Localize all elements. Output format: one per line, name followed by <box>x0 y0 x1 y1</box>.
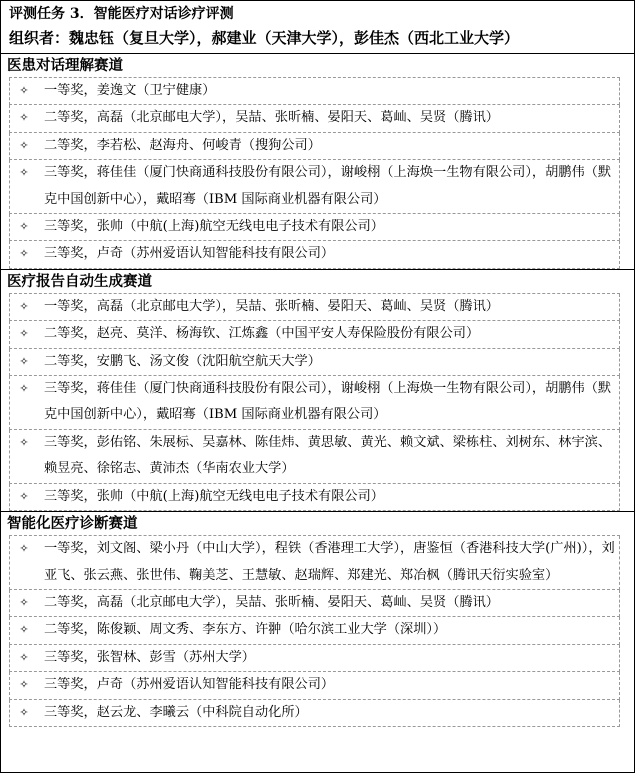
award-section <box>1 53 634 269</box>
award-text: 二等奖，安鹏飞、汤文俊（沈阳航空航天大学） <box>44 353 321 369</box>
award-list <box>9 535 620 727</box>
task-title: 评测任务 3．智能医疗对话诊疗评测 <box>9 6 234 22</box>
diamond-bullet-icon: ✧ <box>19 595 29 609</box>
award-item <box>9 241 620 268</box>
diamond-bullet-icon: ✧ <box>19 382 29 396</box>
award-item <box>9 294 620 321</box>
award-text: 一等奖，高磊（北京邮电大学），吴喆、张昕楠、晏阳天、葛屾、吴贤（腾讯） <box>44 298 499 314</box>
award-item <box>9 700 620 727</box>
diamond-bullet-icon: ✧ <box>19 84 29 97</box>
award-item <box>9 214 620 241</box>
award-sections <box>1 53 634 727</box>
award-text: 三等奖，卢奇（苏州爱语认知智能科技有限公司） <box>44 677 335 693</box>
award-section <box>1 511 634 727</box>
diamond-bullet-icon: ✧ <box>19 247 29 261</box>
award-text: 一等奖，姜逸文（卫宁健康） <box>44 83 216 98</box>
diamond-bullet-icon: ✧ <box>19 435 29 449</box>
award-item <box>9 617 620 644</box>
award-text: 三等奖，张帅（中航(上海)航空无线电电子技术有限公司） <box>44 488 384 504</box>
diamond-bullet-icon: ✧ <box>19 489 29 503</box>
diamond-bullet-icon: ✧ <box>19 650 29 664</box>
diamond-bullet-icon: ✧ <box>19 705 29 719</box>
award-text: 二等奖，高磊（北京邮电大学），吴喆、张昕楠、晏阳天、葛屾、吴贤（腾讯） <box>44 594 499 610</box>
diamond-bullet-icon: ✧ <box>19 299 29 313</box>
award-text: 一等奖，刘文阁、梁小丹（中山大学），程铁（香港理工大学），唐鉴恒（香港科技大学(广州)），刘亚飞、张云燕、张世伟、鞠美芝、王慧敏、赵瑞辉、郑建光、郑冶枫（腾讯天衍实验室） <box>44 541 615 583</box>
award-text: 二等奖，赵亮、莫洋、杨海钦、江炼鑫（中国平安人寿保险股份有限公司） <box>44 326 480 342</box>
diamond-bullet-icon: ✧ <box>19 623 29 637</box>
award-text: 三等奖，蒋佳佳（厦门快商通科技股份有限公司），谢峻栩（上海焕一生物有限公司），胡鹏伟（默克中国创新中心），戴昭骞（IBM 国际商业机器有限公司） <box>44 381 612 423</box>
award-list <box>9 77 620 269</box>
diamond-bullet-icon: ✧ <box>19 327 29 341</box>
award-item <box>9 105 620 132</box>
award-item <box>9 376 620 430</box>
section-title: 医患对话理解赛道 <box>7 57 123 74</box>
diamond-bullet-icon: ✧ <box>19 138 29 152</box>
award-text: 二等奖，李若松、赵海舟、何峻青（搜狗公司） <box>44 137 321 153</box>
diamond-bullet-icon: ✧ <box>19 542 29 556</box>
award-item <box>9 78 620 105</box>
award-text: 二等奖，陈俊颖、周文秀、李东方、许翀（哈尔滨工业大学（深圳）） <box>44 622 447 638</box>
award-text: 三等奖，蒋佳佳（厦门快商通科技股份有限公司），谢峻栩（上海焕一生物有限公司），胡鹏伟（默克中国创新中心），戴昭骞（IBM 国际商业机器有限公司） <box>44 165 612 207</box>
organizers-line: 组织者：魏忠钰（复旦大学），郝建业（天津大学），彭佳杰（西北工业大学） <box>9 29 520 47</box>
award-item <box>9 645 620 672</box>
award-item <box>9 133 620 160</box>
award-item <box>9 590 620 617</box>
award-list <box>9 293 620 511</box>
award-text: 二等奖，高磊（北京邮电大学），吴喆、张昕楠、晏阳天、葛屾、吴贤（腾讯） <box>44 110 499 126</box>
section-title: 智能化医疗诊断赛道 <box>7 515 138 533</box>
diamond-bullet-icon: ✧ <box>19 111 29 125</box>
award-text: 三等奖，张帅（中航(上海)航空无线电电子技术有限公司） <box>44 219 384 235</box>
diamond-bullet-icon: ✧ <box>19 166 29 180</box>
section-title: 医疗报告自动生成赛道 <box>7 272 152 290</box>
diamond-bullet-icon: ✧ <box>19 220 29 234</box>
award-section <box>1 269 634 511</box>
award-text: 三等奖，赵云龙、李曦云（中科院自动化所） <box>44 704 308 720</box>
diamond-bullet-icon: ✧ <box>19 354 29 368</box>
award-item <box>9 321 620 348</box>
diamond-bullet-icon: ✧ <box>19 678 29 692</box>
award-text: 三等奖，张智林、彭雪（苏州大学） <box>44 649 255 665</box>
award-text: 三等奖，卢奇（苏州爱语认知智能科技有限公司） <box>44 246 335 262</box>
award-item <box>9 349 620 376</box>
award-item <box>9 536 620 590</box>
award-item <box>9 160 620 214</box>
award-item <box>9 430 620 484</box>
award-item <box>9 484 620 511</box>
document-header <box>1 1 634 53</box>
award-item <box>9 672 620 699</box>
award-text: 三等奖，彭佑铭、朱展标、吴嘉林、陈佳炜、黄思敏、黄光、赖文斌、梁栋柱、刘树东、林宇滨、赖昱亮、徐铭志、黄沛杰（华南农业大学） <box>44 434 612 477</box>
